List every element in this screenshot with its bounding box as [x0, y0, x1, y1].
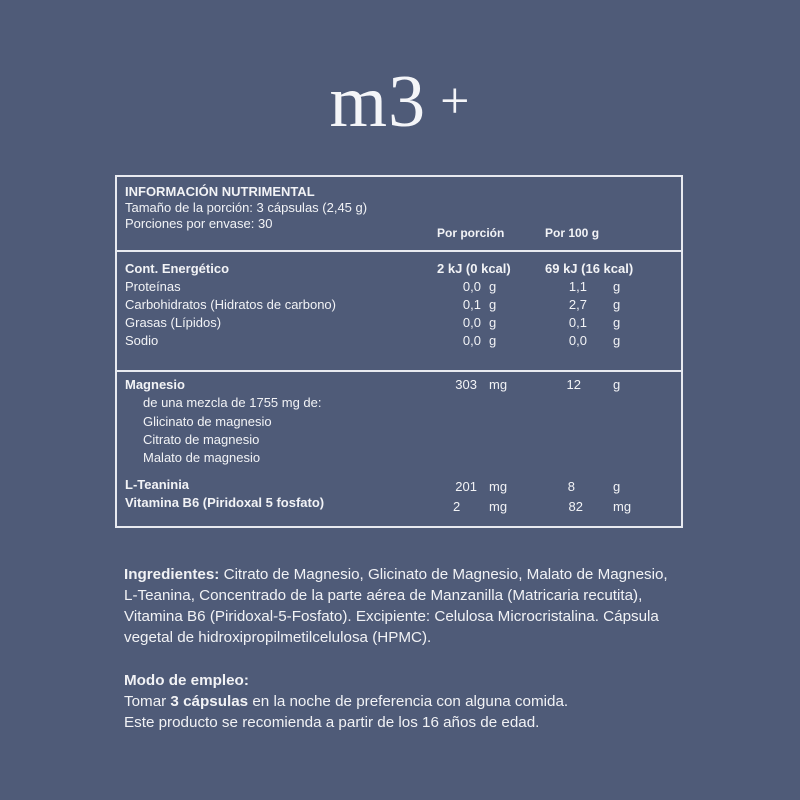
macro-portion: 0,1: [462, 297, 481, 312]
magnesium-per-100g: 12: [566, 377, 581, 392]
brand-plus: +: [440, 73, 471, 130]
vitamin-b6-portion: 2: [453, 499, 461, 514]
macro-unit: g: [613, 297, 621, 312]
usage-text: en la noche de preferencia con alguna comida.: [248, 693, 569, 710]
brand-name: m3: [329, 61, 427, 143]
vitamin-b6-unit: mg: [489, 499, 508, 514]
ingredients-section: [124, 564, 684, 648]
magnesium-label: Magnesio: [125, 377, 185, 392]
macro-label: Grasas (Lípidos): [125, 315, 222, 330]
magnesium-source: Glicinato de magnesio: [143, 414, 272, 429]
magnesium-unit: mg: [489, 377, 508, 392]
theanine-portion: 201: [455, 479, 477, 494]
usage-age-note: Este producto se recomienda a partir de los 16 años de edad.: [124, 714, 540, 731]
brand-logo: [0, 62, 800, 142]
macro-unit: g: [489, 279, 497, 294]
macro-unit: g: [613, 333, 621, 348]
serving-size: Tamaño de la porción: 3 cápsulas (2,45 g): [125, 200, 368, 215]
macro-unit: g: [489, 297, 497, 312]
magnesium-unit: g: [613, 377, 621, 392]
macro-unit: g: [613, 279, 621, 294]
energy-portion: 2 kJ (0 kcal): [437, 261, 511, 276]
divider: [117, 250, 681, 252]
ingredients-text: Citrato de Magnesio, Glicinato de Magnesio, Malato de Magnesio, L-Teanina, Concentrado de la parte aérea de Manzanilla (Matricaria recutita), Vitamina B6 (Piridoxal-5-Fosfato). Excipiente: Celulosa Microcristalina. Cápsula vegetal de hidroxipropilmetilcelulosa (HPMC).: [124, 566, 668, 646]
macro-label: Proteínas: [125, 279, 181, 294]
usage-text: Tomar: [124, 693, 171, 710]
vitamin-b6-label: Vitamina B6 (Piridoxal 5 fosfato): [125, 495, 325, 510]
usage-section: [124, 670, 684, 733]
ingredients-heading: Ingredientes:: [124, 566, 220, 583]
magnesium-source: Citrato de magnesio: [143, 432, 260, 447]
vitamin-b6-per-100g: 82: [568, 499, 583, 514]
theanine-label: L-Teaninia: [125, 477, 190, 492]
theanine-unit: mg: [489, 479, 508, 494]
theanine-unit: g: [613, 479, 621, 494]
energy-per-100g: 69 kJ (16 kcal): [545, 261, 634, 276]
macro-label: Sodio: [125, 333, 159, 348]
energy-label: Cont. Energético: [125, 261, 230, 276]
macro-per-100g: 2,7: [568, 297, 587, 312]
macro-portion: 0,0: [462, 315, 481, 330]
macro-portion: 0,0: [462, 333, 481, 348]
servings-per-container: Porciones por envase: 30: [125, 216, 273, 231]
usage-dose: 3 cápsulas: [170, 693, 249, 710]
theanine-per-100g: 8: [567, 479, 575, 494]
macro-label: Carbohidratos (Hidratos de carbono): [125, 297, 336, 312]
macro-per-100g: 0,0: [568, 333, 587, 348]
macro-unit: g: [489, 333, 497, 348]
nutrition-title: INFORMACIÓN NUTRIMENTAL: [125, 184, 315, 199]
macro-per-100g: 0,1: [568, 315, 587, 330]
magnesium-blend-note: de una mezcla de 1755 mg de:: [143, 395, 322, 410]
usage-heading: Modo de empleo:: [124, 672, 249, 689]
column-header-portion: Por porción: [437, 226, 505, 240]
divider: [117, 370, 681, 372]
macro-unit: g: [489, 315, 497, 330]
macro-unit: g: [613, 315, 621, 330]
macro-per-100g: 1,1: [568, 279, 587, 294]
column-header-100g: Por 100 g: [545, 226, 600, 240]
magnesium-source: Malato de magnesio: [143, 450, 261, 465]
vitamin-b6-unit: mg: [613, 499, 632, 514]
macro-portion: 0,0: [462, 279, 481, 294]
nutrition-facts-panel: [115, 175, 683, 528]
magnesium-portion: 303: [455, 377, 477, 392]
